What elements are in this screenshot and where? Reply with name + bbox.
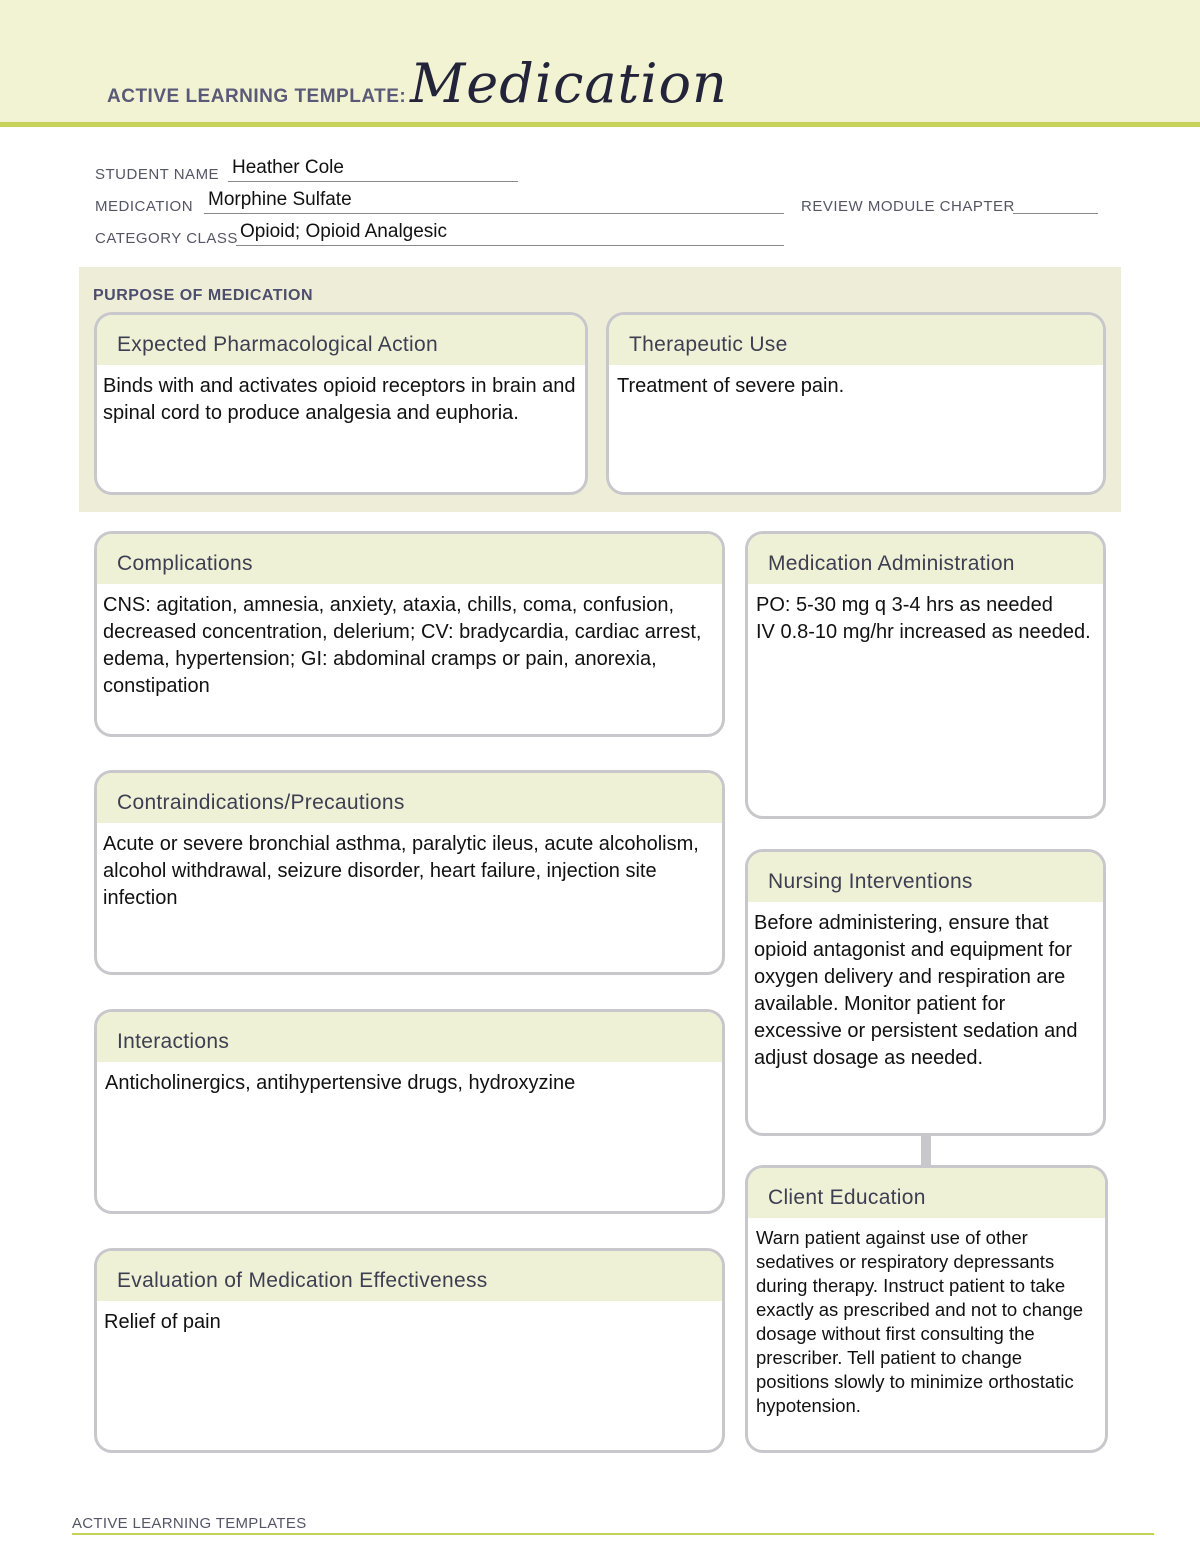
expected-action-box	[94, 312, 588, 495]
interactions-title: Interactions	[97, 1012, 722, 1062]
evaluation-box	[94, 1248, 725, 1453]
footer-label: ACTIVE LEARNING TEMPLATES	[72, 1515, 307, 1532]
student-name-field[interactable]: Heather Cole	[232, 157, 344, 178]
interactions-text[interactable]: Anticholinergics, antihypertensive drugs, hydroxyzine	[105, 1072, 576, 1094]
contraindications-title: Contraindications/Precautions	[97, 773, 722, 823]
therapeutic-use-title: Therapeutic Use	[609, 315, 1103, 365]
administration-line-iv: IV 0.8-10 mg/hr increased as needed.	[756, 621, 1091, 643]
client-education-text[interactable]: Warn patient against use of other sedatives or respiratory depressants during therapy. Instruct patient to take exactly as prescribed and not to change dosage without first consulting the prescriber. Tell patient to change positions slowly to minimize orthostatic hypotension.	[756, 1227, 1084, 1416]
nursing-interventions-text[interactable]: Before administering, ensure that opioid antagonist and equipment for oxygen delivery and respiration are available. Monitor patient for excessive or persistent sedation and adjust dosage as needed.	[754, 912, 1078, 1069]
student-name-label: STUDENT NAME	[95, 166, 220, 183]
category-class-label: CATEGORY CLASS	[95, 230, 238, 247]
complications-text[interactable]: CNS: agitation, amnesia, anxiety, ataxia, chills, coma, confusion, decreased concentration, delerium; CV: bradycardia, cardiac arrest, edema, hypertension; GI: abdominal cramps or pain, anorexia, constipation	[103, 594, 702, 697]
template-label: ACTIVE LEARNING TEMPLATE:	[107, 86, 407, 107]
medication-label: MEDICATION	[95, 198, 194, 215]
administration-text[interactable]	[748, 584, 1103, 646]
client-education-title: Client Education	[748, 1168, 1105, 1218]
footer-rule	[72, 1533, 1154, 1535]
nursing-interventions-box	[745, 849, 1106, 1136]
contraindications-text[interactable]: Acute or severe bronchial asthma, paralytic ileus, acute alcoholism, alcohol withdrawal, seizure disorder, heart failure, injection site infection	[103, 833, 699, 909]
purpose-label: PURPOSE OF MEDICATION	[93, 287, 313, 304]
medication-field[interactable]: Morphine Sulfate	[208, 189, 352, 210]
expected-action-title: Expected Pharmacological Action	[97, 315, 585, 365]
medication-underline	[204, 213, 784, 214]
category-class-field[interactable]: Opioid; Opioid Analgesic	[240, 221, 448, 242]
administration-line-po: PO: 5-30 mg q 3-4 hrs as needed	[756, 594, 1053, 616]
category-class-underline	[236, 245, 784, 246]
therapeutic-use-text[interactable]: Treatment of severe pain.	[617, 375, 845, 397]
contraindications-box	[94, 770, 725, 975]
review-module-label: REVIEW MODULE CHAPTER	[801, 198, 1015, 215]
evaluation-text[interactable]: Relief of pain	[104, 1311, 221, 1333]
administration-box	[745, 531, 1106, 819]
page-title: Medication	[410, 52, 728, 115]
evaluation-title: Evaluation of Medication Effectiveness	[97, 1251, 722, 1301]
complications-title: Complications	[97, 534, 722, 584]
administration-title: Medication Administration	[748, 534, 1103, 584]
therapeutic-use-box	[606, 312, 1106, 495]
box-connector	[921, 1134, 931, 1166]
student-name-underline	[228, 181, 518, 182]
client-education-box	[745, 1165, 1108, 1453]
complications-box	[94, 531, 725, 737]
review-module-field[interactable]	[1013, 213, 1098, 214]
interactions-box	[94, 1009, 725, 1214]
header-rule	[0, 122, 1200, 127]
nursing-interventions-title: Nursing Interventions	[748, 852, 1103, 902]
expected-action-text[interactable]: Binds with and activates opioid receptors in brain and spinal cord to produce analgesia and euphoria.	[103, 375, 576, 424]
